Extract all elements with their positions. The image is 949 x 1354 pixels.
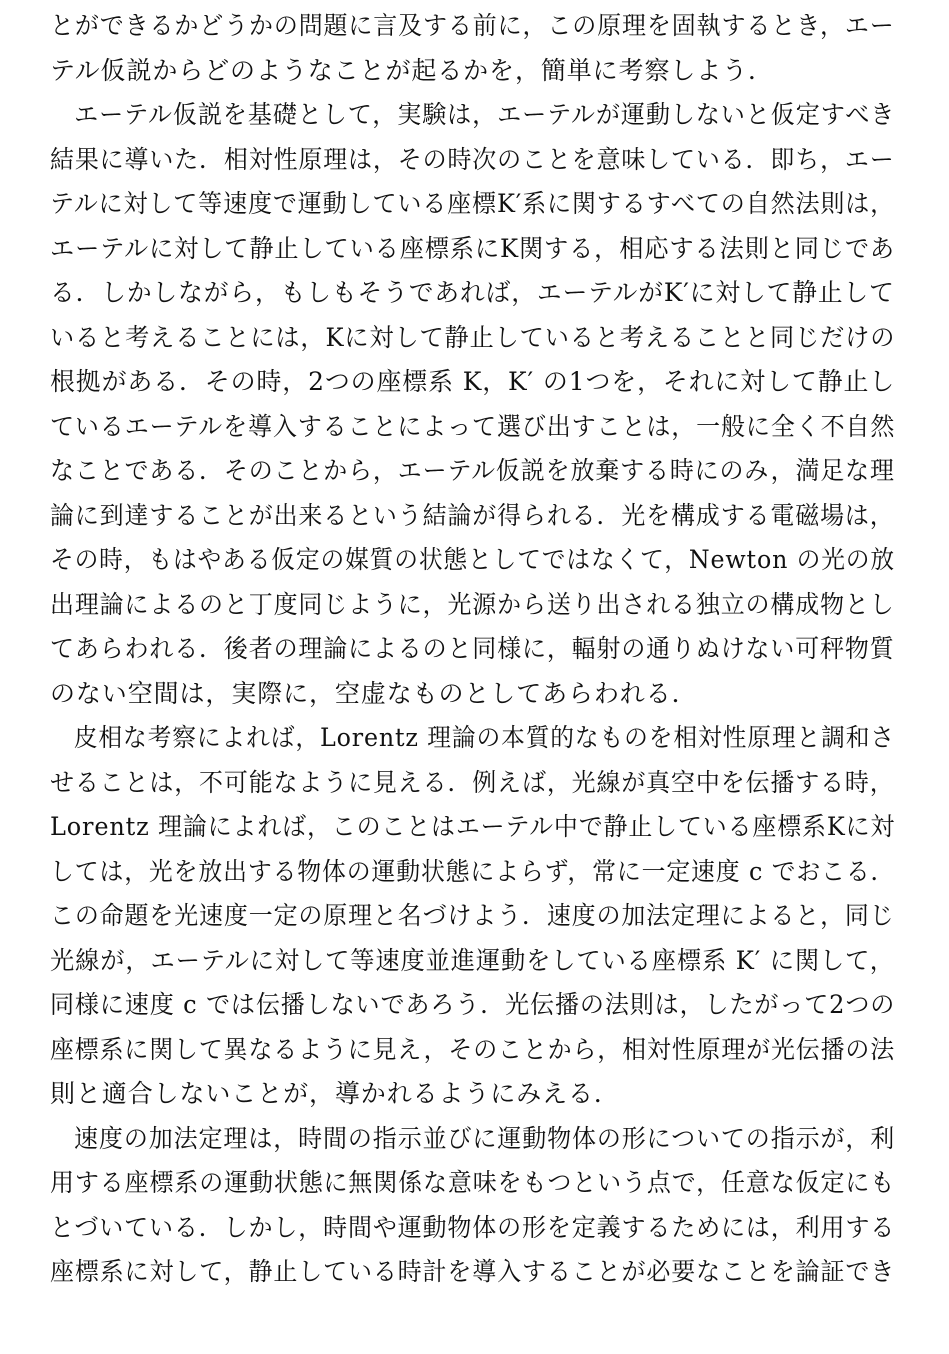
- text-line: この命題を光速度一定の原理と名づけよう．速度の加法定理によると，同じ: [50, 901, 895, 930]
- text-line: なことである．そのことから，エーテル仮説を放棄する時にのみ，満足な理: [50, 456, 895, 485]
- paragraph-start-line: 速度の加法定理は，時間の指示並びに運動物体の形についての指示が，利: [74, 1123, 896, 1153]
- text-line: 根拠がある．その時，2つの座標系 K，K′ の1つを，それに対して静止し: [50, 367, 896, 396]
- text-line: とができるかどうかの問題に言及する前に，この原理を固執するとき，エー: [50, 11, 895, 40]
- text-line: とづいている．しかし，時間や運動物体の形を定義するためには，利用する: [50, 1212, 896, 1242]
- paragraph-start-line: エーテル仮説を基礎として，実験は，エーテルが運動しないと仮定すべき: [74, 100, 896, 129]
- text-line: る．しかしながら，もしもそうであれば，エーテルがK′に対して静止して: [50, 278, 895, 307]
- text-line: 論に到達することが出来るという結論が得られる．光を構成する電磁場は，: [50, 500, 895, 530]
- text-line: ているエーテルを導入することによって選び出すことは，一般に全く不自然: [50, 411, 896, 441]
- document-page: [50, 4, 895, 1295]
- text-line: テル仮説からどのようなことが起るかを，簡単に考察しよう．: [50, 55, 774, 85]
- text-line: 座標系に関して異なるように見え，そのことから，相対性原理が光伝播の法: [50, 1034, 896, 1064]
- text-line: 出理論によるのと丁度同じように，光源から送り出される独立の構成物とし: [50, 589, 895, 619]
- text-line: しては，光を放出する物体の運動状態によらず，常に一定速度 c でおこる．: [50, 856, 896, 886]
- text-line: 用する座標系の運動状態に無関係な意味をもつという点で，任意な仮定にも: [50, 1168, 896, 1197]
- paragraph-start-line: 皮相な考察によれば，Lorentz 理論の本質的なものを相対性原理と調和さ: [73, 723, 895, 752]
- text-line: のない空間は，実際に，空虚なものとしてあらわれる．: [50, 678, 698, 708]
- text-line: 結果に導いた．相対性原理は，その時次のことを意味している．即ち，エー: [50, 144, 895, 174]
- text-line: 同様に速度 c では伝播しないであろう．光伝播の法則は，したがって2つの: [50, 990, 896, 1019]
- text-line: エーテルに対して静止している座標系にK関する，相応する法則と同じであ: [50, 233, 896, 263]
- text-line: てあらわれる．後者の理論によるのと同様に，輻射の通りぬけない可秤物質: [50, 634, 895, 663]
- text-line: テルに対して等速度で運動している座標K′系に関するすべての自然法則は，: [50, 189, 896, 218]
- text-line: その時，もはやある仮定の媒質の状態としてではなくて，Newton の光の放: [50, 545, 895, 574]
- text-line: Lorentz 理論によれば，このことはエーテル中で静止している座標系Kに対: [50, 812, 896, 841]
- text-line: 座標系に対して，静止している時計を導入することが必要なことを論証でき: [50, 1257, 896, 1286]
- text-line: 光線が，エーテルに対して等速度並進運動をしている座標系 K′ に関して，: [50, 945, 895, 975]
- text-line: いると考えることには，Kに対して静止していると考えることと同じだけの: [50, 322, 896, 352]
- text-line: せることは，不可能なように見える．例えば，光線が真空中を伝播する時，: [50, 767, 895, 797]
- text-line: 則と適合しないことが，導かれるようにみえる．: [50, 1079, 620, 1108]
